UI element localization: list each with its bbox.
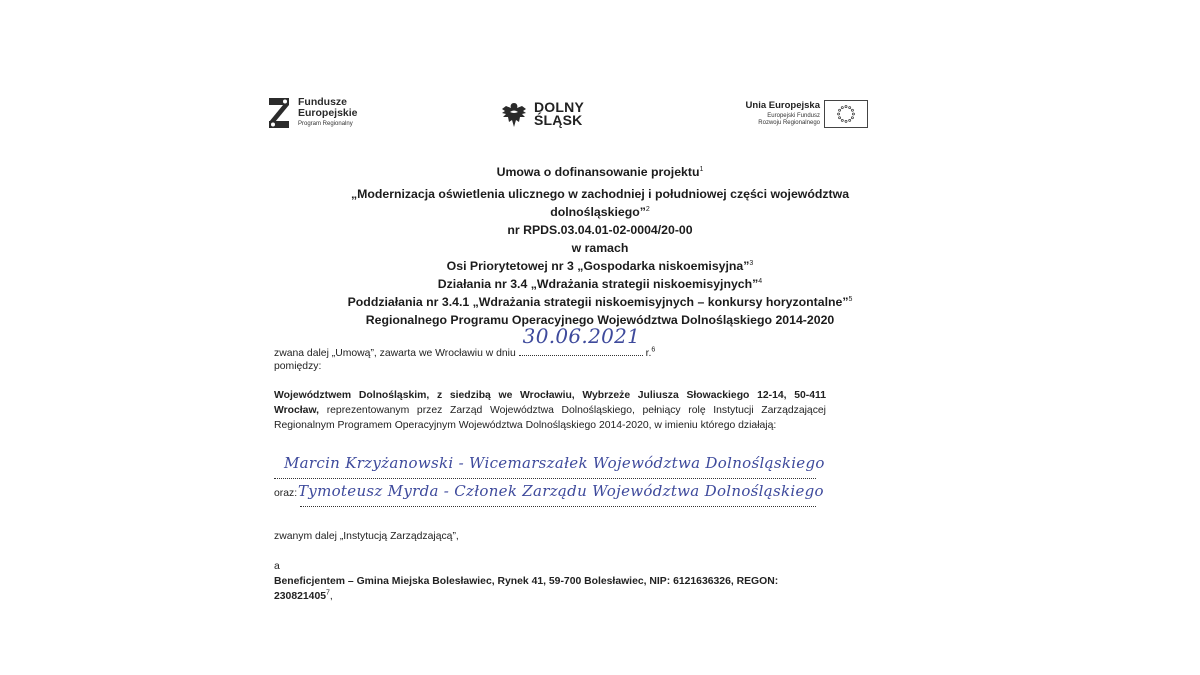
ue-logo-title: Unia Europejska xyxy=(745,100,820,111)
eu-flag-icon xyxy=(824,100,868,128)
title-line-5: w ramach xyxy=(571,241,629,255)
date-field xyxy=(519,324,643,356)
program-name: Regionalnego Programu Operacyjnego Województwa Dolnośląskiego 2014-2020 xyxy=(365,313,835,327)
title-line-2: „Modernizacja oświetlenia ulicznego w zachodniej i południowej części województwa xyxy=(350,187,850,201)
eagle-icon xyxy=(500,100,528,130)
handwritten-date: 30.06.2021 xyxy=(522,324,641,348)
dolny-slask-logo xyxy=(500,98,600,132)
unia-europejska-logo xyxy=(736,98,868,132)
fe-logo-line2: Europejskie xyxy=(298,107,358,119)
fundusze-europejskie-logo xyxy=(266,96,386,136)
ue-logo-sub2: Rozwoju Regionalnego xyxy=(758,120,820,126)
managing-authority-label: zwanym dalej „Instytucją Zarządzającą”, xyxy=(274,531,459,542)
fe-logo-subtitle: Program Regionalny xyxy=(298,121,353,127)
title-line-1: Umowa o dofinansowanie projektu$^1$ xyxy=(496,165,704,179)
representative-2-field xyxy=(298,482,824,507)
contract-date-line: zwana dalej „Umową”, zawarta we Wrocławiu w dniu 30.06.2021 r.$^6$ xyxy=(274,324,656,359)
party-1-paragraph: Województwem Dolnośląskim, z siedzibą we Wrocławiu, Wybrzeże Juliusza Słowackiego 12-14, 50-411 Wrocław, reprezentowanym przez Zarząd Województwa Dolnośląskiego, pełniący rolę Instytucji Zarządzającej Regionalnym Programem Operacyjnym Województwa Dolnośląskiego 2014-2020, w imieniu którego działają: xyxy=(274,390,826,431)
fe-logo-line1: Fundusze xyxy=(298,96,347,108)
fundusze-europejskie-emblem-icon xyxy=(266,96,292,130)
sub-measure: Poddziałania nr 3.4.1 „Wdrażania strategii niskoemisyjnych – konkursy horyzontalne”$^5$ xyxy=(347,295,853,309)
ds-logo-line2: ŚLĄSK xyxy=(534,112,583,128)
representative-1-field xyxy=(274,454,825,479)
between-label: pomiędzy: xyxy=(274,361,322,372)
contract-number: nr RPDS.03.04.01-02-0004/20-00 xyxy=(507,223,693,237)
priority-axis: Osi Priorytetowej nr 3 „Gospodarka niskoemisyjna”$^3$ xyxy=(446,259,754,273)
handwritten-representative-1: Marcin Krzyżanowski - Wicemarszałek Województwa Dolnośląskiego xyxy=(284,454,825,472)
title-line-3: dolnośląskiego”$^2$ xyxy=(550,205,650,219)
beneficiary-paragraph: Beneficjentem – Gmina Miejska Bolesławiec, Rynek 41, 59-700 Bolesławiec, NIP: 6121636326, REGON: 230821405$^7$, xyxy=(274,576,779,602)
ue-logo-sub1: Europejski Fundusz xyxy=(767,113,820,119)
handwritten-representative-2: Tymoteusz Myrda - Członek Zarządu Województwa Dolnośląskiego xyxy=(298,482,824,500)
and-label: oraz: xyxy=(274,488,298,499)
conjunction-a: a xyxy=(274,561,280,572)
measure: Działania nr 3.4 „Wdrażania strategii niskoemisyjnych”$^4$ xyxy=(437,277,763,291)
ds-logo-line1: DOLNY xyxy=(534,99,584,115)
